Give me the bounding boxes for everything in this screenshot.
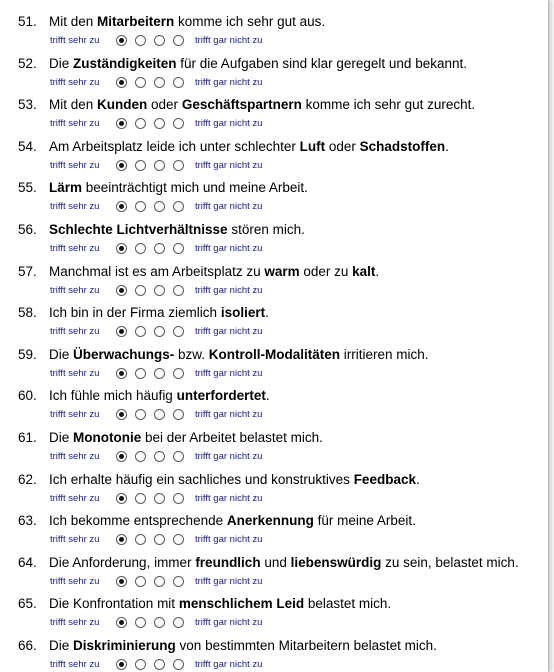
scale-label-agree: trifft sehr zu <box>50 534 100 546</box>
question-keyword: Kontroll-Modalitäten <box>208 346 341 362</box>
rating-radio-3[interactable] <box>154 285 165 296</box>
rating-radio-1[interactable] <box>116 243 127 254</box>
rating-radio-2[interactable] <box>135 493 146 504</box>
rating-radio-2[interactable] <box>135 35 146 46</box>
question-number: 61. <box>18 430 37 445</box>
question-text-part: Ich erhalte häufig ein sachliches und konstruktives <box>49 471 354 487</box>
question-text-part: . <box>375 263 380 279</box>
question-text-part: Die Konfrontation mit <box>49 596 179 612</box>
rating-radio-4[interactable] <box>173 576 184 587</box>
scale-label-agree: trifft sehr zu <box>50 284 100 296</box>
rating-radio-2[interactable] <box>135 77 146 88</box>
question-text <box>49 95 475 115</box>
rating-radio-1[interactable] <box>116 77 127 88</box>
question-item <box>0 470 548 511</box>
rating-radio-1[interactable] <box>116 534 127 545</box>
question-text <box>49 54 467 74</box>
rating-radio-2[interactable] <box>135 118 146 129</box>
question-text-part: Mit den <box>49 97 98 113</box>
question-text-part: Die <box>49 430 74 445</box>
scale-label-agree: trifft sehr zu <box>50 159 100 171</box>
question-keyword: warm <box>264 263 300 279</box>
scale-label-disagree: trifft gar nicht zu <box>195 243 263 254</box>
scale-label-agree: trifft sehr zu <box>50 575 100 587</box>
question-text <box>49 137 449 157</box>
question-keyword: Anerkennung <box>226 513 314 529</box>
question-keyword: Monotonie <box>73 430 142 445</box>
question-keyword: Luft <box>299 138 326 154</box>
rating-radio-2[interactable] <box>135 534 146 545</box>
question-text <box>49 220 305 240</box>
rating-radio-1[interactable] <box>116 451 127 462</box>
question-text-part: Die Anforderung, immer <box>49 554 196 570</box>
question-text-part: für die Aufgaben sind klar geregelt und bekannt. <box>176 55 467 71</box>
rating-radio-3[interactable] <box>154 77 165 88</box>
question-keyword: Überwachungs- <box>73 346 175 362</box>
question-number: 62. <box>18 471 37 487</box>
rating-radio-3[interactable] <box>154 617 165 628</box>
scale-label-disagree: trifft gar nicht zu <box>195 76 263 88</box>
scale-label-agree: trifft sehr zu <box>50 451 100 462</box>
scale-label-disagree: trifft gar nicht zu <box>195 367 263 379</box>
question-number: 51. <box>18 14 37 29</box>
question-keyword: Mitarbeitern <box>97 14 175 29</box>
question-keyword: Schadstoffen <box>359 138 446 154</box>
rating-radio-4[interactable] <box>173 35 184 46</box>
question-item <box>0 428 548 469</box>
scale-label-disagree: trifft gar nicht zu <box>195 575 263 587</box>
rating-radio-4[interactable] <box>173 409 184 420</box>
question-item <box>0 345 548 386</box>
rating-radio-2[interactable] <box>135 576 146 587</box>
question-number: 56. <box>18 222 37 237</box>
question-item <box>0 386 548 427</box>
rating-radio-2[interactable] <box>135 659 146 670</box>
scale-label-disagree: trifft gar nicht zu <box>195 118 263 130</box>
question-number: 52. <box>18 55 37 71</box>
rating-radio-4[interactable] <box>173 451 184 462</box>
question-item <box>0 220 548 261</box>
rating-radio-3[interactable] <box>154 659 165 670</box>
question-text-part: Die <box>49 346 74 362</box>
rating-radio-4[interactable] <box>173 160 184 171</box>
rating-radio-4[interactable] <box>173 201 184 212</box>
question-text-part: oder zu <box>299 263 353 279</box>
question-text-part: Ich bekomme entsprechende <box>49 513 227 529</box>
question-keyword: Schlechte Lichtverhältnisse <box>49 222 228 237</box>
question-number: 64. <box>18 554 37 570</box>
question-text <box>49 262 379 282</box>
question-item <box>0 303 548 344</box>
question-text-part: zu sein, belastet mich. <box>381 554 519 570</box>
question-keyword: Feedback <box>353 471 416 487</box>
question-text-part: irritieren mich. <box>340 346 429 362</box>
rating-radio-3[interactable] <box>154 35 165 46</box>
rating-radio-3[interactable] <box>154 201 165 212</box>
question-item <box>0 553 548 594</box>
question-text-part: und <box>260 554 291 570</box>
rating-radio-1[interactable] <box>116 285 127 296</box>
scale-label-disagree: trifft gar nicht zu <box>195 326 263 338</box>
rating-radio-1[interactable] <box>116 617 127 628</box>
question-keyword: liebenswürdig <box>290 554 382 570</box>
question-text <box>49 345 429 365</box>
question-item <box>0 95 548 136</box>
rating-radio-3[interactable] <box>154 409 165 420</box>
rating-radio-3[interactable] <box>154 451 165 462</box>
question-keyword: menschlichem Leid <box>178 596 305 612</box>
question-number: 54. <box>18 138 37 154</box>
question-item <box>0 262 548 303</box>
question-keyword: Geschäftspartnern <box>181 97 302 113</box>
question-text-part: stören mich. <box>227 222 305 237</box>
rating-radio-4[interactable] <box>173 659 184 670</box>
rating-radio-2[interactable] <box>135 617 146 628</box>
rating-radio-1[interactable] <box>116 160 127 171</box>
scale-label-agree: trifft sehr zu <box>50 659 100 670</box>
scale-label-agree: trifft sehr zu <box>50 492 100 504</box>
rating-radio-2[interactable] <box>135 243 146 254</box>
rating-radio-1[interactable] <box>116 201 127 212</box>
rating-radio-4[interactable] <box>173 534 184 545</box>
rating-radio-3[interactable] <box>154 326 165 337</box>
question-text-part: komme ich sehr gut aus. <box>174 14 326 29</box>
scale-label-agree: trifft sehr zu <box>50 326 100 338</box>
question-text-part: Manchmal ist es am Arbeitsplatz zu <box>49 263 265 279</box>
rating-radio-1[interactable] <box>116 493 127 504</box>
question-text <box>49 12 325 32</box>
question-text <box>49 386 270 406</box>
question-text-part: beeinträchtigt mich und meine Arbeit. <box>82 180 308 196</box>
scale-label-disagree: trifft gar nicht zu <box>195 35 263 46</box>
rating-radio-2[interactable] <box>135 451 146 462</box>
question-keyword: freundlich <box>195 554 261 570</box>
question-text-part: . <box>265 305 269 321</box>
scale-label-agree: trifft sehr zu <box>50 201 100 213</box>
rating-radio-4[interactable] <box>173 368 184 379</box>
question-text-part: für meine Arbeit. <box>313 513 416 529</box>
scale-label-agree: trifft sehr zu <box>50 118 100 130</box>
question-text-part: Ich bin in der Firma ziemlich <box>49 305 221 321</box>
rating-radio-4[interactable] <box>173 326 184 337</box>
question-item <box>0 636 548 672</box>
scale-label-agree: trifft sehr zu <box>50 76 100 88</box>
question-keyword: isoliert <box>220 305 266 321</box>
scale-label-agree: trifft sehr zu <box>50 35 100 46</box>
rating-radio-2[interactable] <box>135 368 146 379</box>
rating-radio-3[interactable] <box>154 493 165 504</box>
question-item <box>0 178 548 219</box>
question-text-part: belastet mich. <box>304 596 392 612</box>
rating-radio-3[interactable] <box>154 118 165 129</box>
question-item <box>0 12 548 53</box>
question-text-part: bzw. <box>174 346 209 362</box>
scale-label-disagree: trifft gar nicht zu <box>195 451 263 462</box>
question-text <box>49 636 437 656</box>
question-number: 66. <box>18 638 37 653</box>
rating-radio-3[interactable] <box>154 534 165 545</box>
question-text <box>49 470 420 490</box>
rating-radio-2[interactable] <box>135 201 146 212</box>
question-number: 65. <box>18 596 37 612</box>
question-text-part: komme ich sehr gut zurecht. <box>301 97 476 113</box>
rating-radio-4[interactable] <box>173 118 184 129</box>
question-text-part: Die <box>49 638 74 653</box>
rating-radio-2[interactable] <box>135 160 146 171</box>
rating-radio-1[interactable] <box>116 35 127 46</box>
scale-label-disagree: trifft gar nicht zu <box>195 201 263 213</box>
scale-label-disagree: trifft gar nicht zu <box>195 159 263 171</box>
question-number: 55. <box>18 180 37 196</box>
rating-radio-4[interactable] <box>173 285 184 296</box>
question-text-part: bei der Arbeitet belastet mich. <box>141 430 323 445</box>
question-keyword: Lärm <box>49 180 83 196</box>
rating-radio-3[interactable] <box>154 160 165 171</box>
rating-radio-4[interactable] <box>173 617 184 628</box>
question-number: 57. <box>18 263 37 279</box>
question-text-part: oder <box>147 97 182 113</box>
rating-radio-1[interactable] <box>116 118 127 129</box>
question-text-part: Mit den <box>49 14 98 29</box>
question-text-part: . <box>265 388 270 404</box>
rating-radio-3[interactable] <box>154 576 165 587</box>
question-text-part: von bestimmten Mitarbeitern belastet mich. <box>175 638 437 653</box>
question-text <box>49 511 416 531</box>
question-item <box>0 137 548 178</box>
scale-label-disagree: trifft gar nicht zu <box>195 284 263 296</box>
rating-radio-2[interactable] <box>135 326 146 337</box>
rating-radio-1[interactable] <box>116 659 127 670</box>
question-number: 60. <box>18 388 37 404</box>
question-text-part: . <box>445 138 449 154</box>
scale-label-disagree: trifft gar nicht zu <box>195 659 263 670</box>
question-text-part: Am Arbeitsplatz leide ich unter schlechter <box>49 138 300 154</box>
rating-radio-1[interactable] <box>116 326 127 337</box>
question-keyword: kalt <box>352 263 376 279</box>
question-item <box>0 511 548 552</box>
scale-label-disagree: trifft gar nicht zu <box>195 492 263 504</box>
question-keyword: Zuständigkeiten <box>73 55 177 71</box>
scale-label-disagree: trifft gar nicht zu <box>195 534 263 546</box>
scale-label-disagree: trifft gar nicht zu <box>195 617 263 629</box>
rating-radio-1[interactable] <box>116 409 127 420</box>
question-keyword: Diskriminierung <box>73 638 176 653</box>
question-text <box>49 428 323 448</box>
scale-label-agree: trifft sehr zu <box>50 367 100 379</box>
question-text-part: oder <box>325 138 360 154</box>
rating-radio-1[interactable] <box>116 368 127 379</box>
question-text <box>49 303 269 323</box>
question-item <box>0 54 548 95</box>
scale-label-agree: trifft sehr zu <box>50 243 100 254</box>
rating-radio-4[interactable] <box>173 243 184 254</box>
question-text <box>49 178 308 198</box>
question-number: 53. <box>18 97 37 113</box>
question-number: 59. <box>18 346 37 362</box>
question-number: 63. <box>18 513 37 529</box>
rating-radio-4[interactable] <box>173 77 184 88</box>
question-item <box>0 594 548 635</box>
rating-radio-3[interactable] <box>154 368 165 379</box>
question-text-part: Die <box>49 55 74 71</box>
rating-radio-2[interactable] <box>135 285 146 296</box>
question-text <box>49 594 391 614</box>
question-text-part: Ich fühle mich häufig <box>49 388 177 404</box>
question-text-part: . <box>415 471 420 487</box>
rating-radio-4[interactable] <box>173 493 184 504</box>
scale-label-agree: trifft sehr zu <box>50 617 100 629</box>
rating-radio-1[interactable] <box>116 576 127 587</box>
question-keyword: unterfordertet <box>176 388 266 404</box>
question-keyword: Kunden <box>97 97 148 113</box>
question-number: 58. <box>18 305 37 321</box>
scale-label-agree: trifft sehr zu <box>50 409 100 421</box>
question-text <box>49 553 519 573</box>
scale-label-disagree: trifft gar nicht zu <box>195 409 263 421</box>
rating-radio-2[interactable] <box>135 409 146 420</box>
rating-radio-3[interactable] <box>154 243 165 254</box>
